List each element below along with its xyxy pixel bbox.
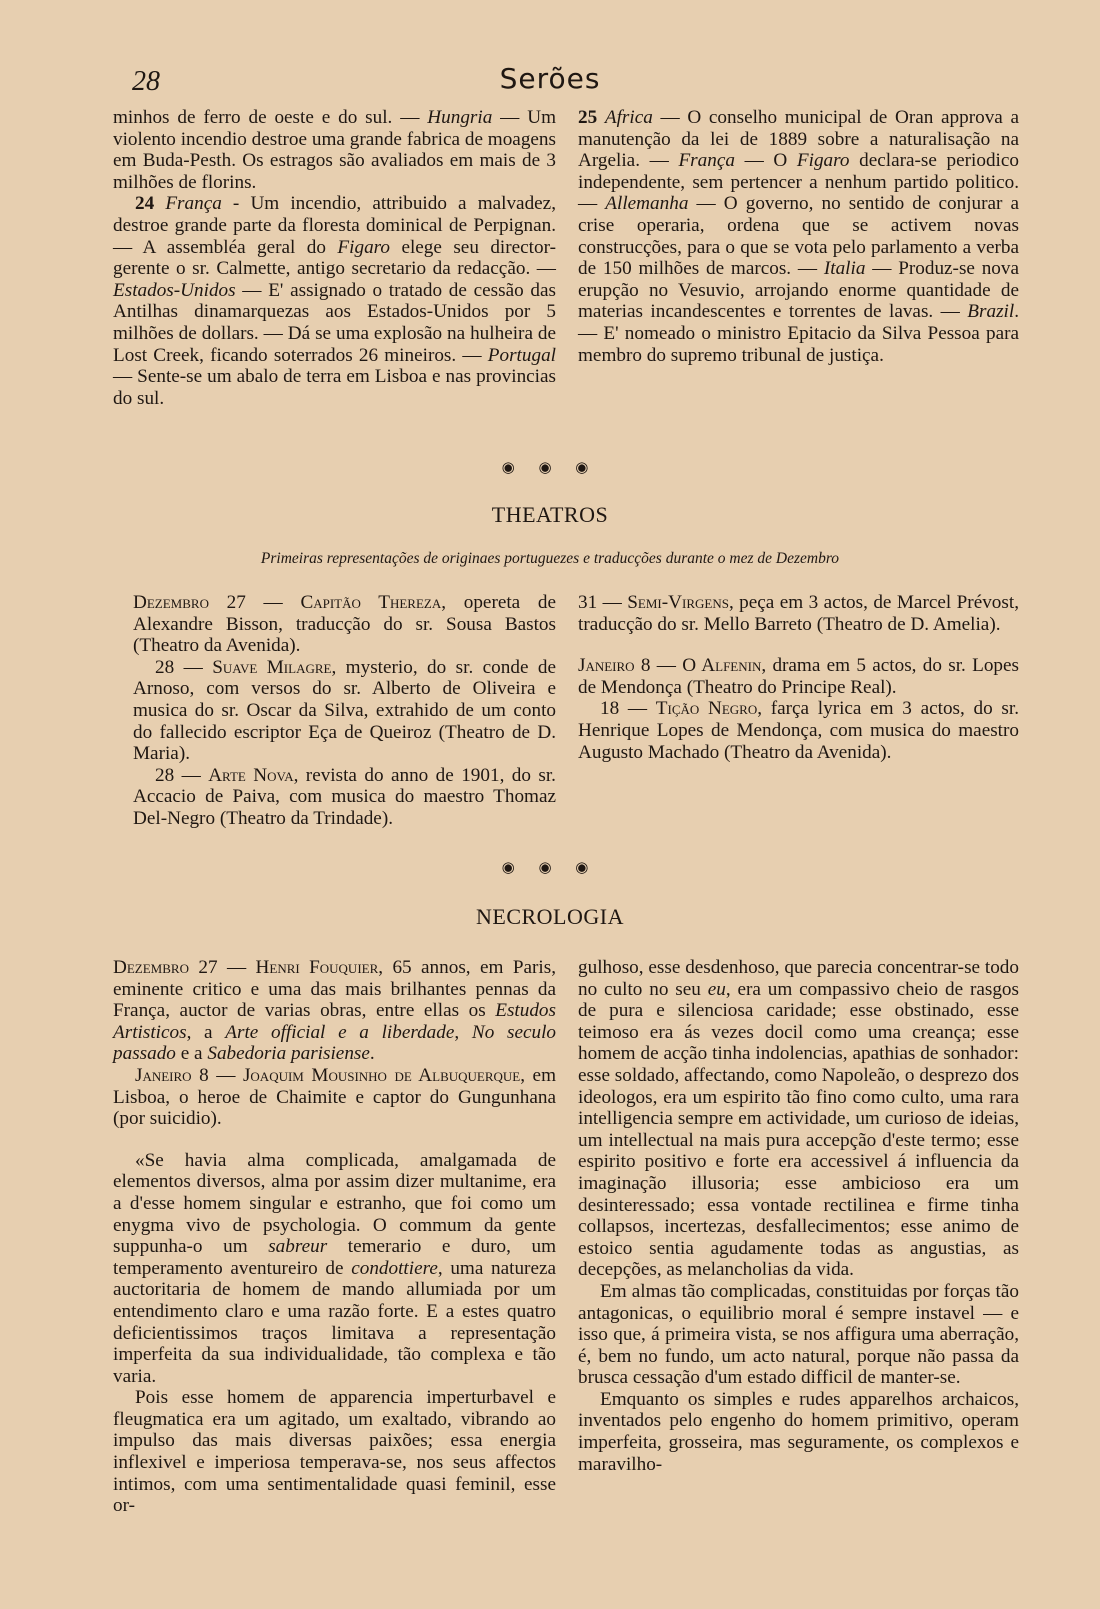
paragraph bbox=[578, 107, 1019, 366]
italic-text: sabreur bbox=[268, 1236, 328, 1258]
italic-text: França bbox=[165, 193, 222, 215]
italic-text: Brazil bbox=[967, 301, 1015, 323]
text-run: . bbox=[369, 1043, 375, 1065]
text-run: — Um violento incendio destroe uma grande fabrica de moagens em Buda-Pesth. Os estragos são avaliados em mais de 3 milhões de florins. bbox=[113, 107, 557, 193]
paragraph-gap bbox=[113, 1130, 556, 1150]
text-run: Em almas tão complicadas, constituidas por forças tão antagonicas, o equilibrio moral é sempre instavel — e isso que, á primeira vista, se nos affigura uma aberração, é, bem no fundo, um acto natural, porque não passa da brusca cessação d'um estado difficil de manter-se. bbox=[578, 1280, 1019, 1389]
italic-text: condottiere bbox=[351, 1257, 438, 1279]
text-run: , peça em 3 actos, de Marcel Prévost, traducção do sr. Mello Barreto (Theatro de D. Amelia). bbox=[578, 592, 1019, 635]
paragraph bbox=[113, 193, 556, 409]
necrologia-left-column bbox=[113, 957, 556, 1517]
italic-text: Africa bbox=[604, 107, 653, 128]
text-run: — O bbox=[734, 150, 797, 172]
text-run: 28 — bbox=[155, 656, 213, 678]
text-run: — Produz-se nova erupção no Vesuvio, arrojando enorme quantidade de materias incandescentes e torrentes de lavas. — bbox=[578, 258, 1020, 323]
text-run: , farça lyrica em 3 actos, do sr. Henrique Lopes de Mendonça, com musica do maestro Augusto Machado (Theatro da Avenida). bbox=[578, 698, 1019, 763]
italic-text: eu bbox=[707, 978, 726, 1000]
italic-text: França bbox=[678, 150, 735, 172]
text-run: — bbox=[217, 957, 256, 978]
paragraph bbox=[113, 1387, 556, 1517]
text-run: Emquanto os simples e rudes apparelhos archaicos, inventados pelo engenho do homem primitivo, operam imperfeita, grosseira, mas seguramente, os complexos e maravilho- bbox=[578, 1388, 1019, 1475]
text-run: 24 bbox=[135, 193, 166, 215]
paragraph bbox=[133, 657, 556, 765]
text-run: 25 bbox=[578, 107, 605, 128]
small-caps-text: Dezembro 27 bbox=[113, 957, 218, 978]
italic-text: Italia bbox=[823, 258, 866, 280]
paragraph bbox=[578, 592, 1019, 635]
text-run: , bbox=[454, 1021, 472, 1043]
paragraph bbox=[578, 655, 1019, 698]
text-run: declara-se periodico independente, sem pertencer a nenhum partido politico. — bbox=[578, 150, 1019, 215]
paragraph bbox=[133, 592, 556, 657]
italic-text: Figaro bbox=[796, 150, 850, 172]
text-run: — O conselho municipal de Oran approva a manutenção da lei de 1889 sobre a naturalisação na Argelia. — bbox=[578, 107, 1020, 172]
italic-text: Figaro bbox=[337, 236, 391, 258]
text-run: — bbox=[208, 1064, 243, 1086]
paragraph bbox=[113, 1150, 556, 1388]
paragraph bbox=[113, 957, 556, 1065]
small-caps-text: Joaquim Mousinho de Albuquerque bbox=[242, 1064, 521, 1086]
italic-text: Estudos Artisticos bbox=[113, 1000, 556, 1043]
paragraph bbox=[578, 1389, 1019, 1475]
text-run: — bbox=[245, 592, 301, 613]
ornament-divider: ◉ ◉ ◉ bbox=[501, 460, 599, 476]
text-run: — bbox=[650, 655, 683, 677]
theatros-heading: THEATROS bbox=[491, 502, 609, 527]
paragraph bbox=[578, 1281, 1019, 1389]
text-run: , opereta de Alexandre Bisson, traducção do sr. Sousa Bastos (Theatro da Avenida). bbox=[133, 592, 557, 657]
small-caps-text: Janeiro 8 bbox=[578, 655, 651, 677]
text-run: - Um incendio, attribuido a malvadez, destroe grande parte da floresta dominical de Perpignan. — A assembléa geral do bbox=[113, 193, 556, 258]
text-run: , uma natureza auctoritaria de homem de mando allumiada por um entendimento claro e uma razão forte. E a estes quatro deficientissimos traços limitava a representação imperfeita da sua individualidade, tão complexa e tão varia. bbox=[113, 1257, 556, 1387]
small-caps-text: Dezembro 27 bbox=[133, 592, 246, 613]
paragraph-gap bbox=[578, 635, 1019, 655]
news-left-column bbox=[113, 107, 556, 409]
small-caps-text: Henri Fouquier bbox=[255, 957, 379, 978]
text-run: , era um compassivo cheio de rasgos de pura e silenciosa caridade; esse obstinado, esse teimoso era ás vezes docil como uma creança; esse homem de acção tinha indolencias, apathias de sonhador: esse soldado, affectando, como Napoleão, o desprezo dos ideologos, era um espirito tão fino como culto, uma rara intelligencia sempre em actividade, um curioso de ideias, um intellectual na mais pura accepção d'este termo; esse espirito positivo e forte era accessivel á influencia da imaginação illusoria; esse ambicioso era um desinteressado; essa vontade rectilinea e firme tinha collapsos, incertezas, desfallecimentos; esse animo de estoico sentia agudamente todas as angustias, as decepções, as melancholias da vida. bbox=[578, 978, 1019, 1281]
text-run: , a bbox=[186, 1021, 226, 1043]
italic-text: No seculo passado bbox=[113, 1021, 556, 1065]
text-run: , drama em 5 actos, do sr. Lopes de Mendonça (Theatro do Principe Real). bbox=[578, 655, 1019, 698]
text-run: , mysterio, do sr. conde de Arnoso, com versos do sr. Alberto de Oliveira e musica do sr. Oscar da Silva, extrahido de um conto do fallecido escriptor Eça de Queiroz (Theatro de D. Maria). bbox=[133, 656, 557, 765]
paragraph bbox=[578, 698, 1019, 763]
text-run: 28 — bbox=[155, 764, 209, 786]
ornament-divider: ◉ ◉ ◉ bbox=[501, 860, 599, 876]
italic-text: Sabedoria parisiense bbox=[207, 1043, 370, 1065]
text-run: gulhoso, esse desdenhoso, que parecia concentrar-se todo no culto no seu bbox=[578, 957, 1019, 1000]
paragraph bbox=[133, 765, 556, 830]
text-run: — E' assignado o tratado de cessão das Antilhas dinamarquezas aos Estados-Unidos por 5 milhões de dollars. — Dá se uma explosão na hulheira de Lost Creek, ficando soterrados 26 mineiros. — bbox=[113, 279, 556, 366]
paragraph bbox=[578, 957, 1019, 1281]
text-run: — O governo, no sentido de conjurar a crise operaria, ordena que se activem novas construcções, para o que se vota pelo parlamento a verba de 150 milhões de marcos. — bbox=[578, 193, 1019, 280]
italic-text: Portugal bbox=[487, 344, 556, 366]
news-right-column bbox=[578, 107, 1019, 366]
text-run: , 65 annos, em Paris, eminente critico e uma das mais brilhantes pennas da França, auctor de varias obras, entre ellas os bbox=[113, 957, 556, 1022]
small-caps-text: Janeiro 8 bbox=[135, 1064, 209, 1086]
text-run: e a bbox=[175, 1043, 208, 1065]
page-number: 28 bbox=[132, 66, 160, 97]
small-caps-text: Tição Negro bbox=[655, 698, 758, 720]
text-run: «Se havia alma complicada, amalgamada de elementos diversos, alma por assim dizer multanime, era a d'esse homem singular e estranho, que foi como um enygma vivo de psychologia. O commum da gente suppunha-o um bbox=[113, 1149, 556, 1258]
text-run: elege seu director-gerente o sr. Calmette, antigo secretario da redacção. — bbox=[113, 236, 556, 280]
text-run: . — E' nomeado o ministro Epitacio da Silva Pessoa para membro do supremo tribunal de justiça. bbox=[578, 301, 1019, 366]
page-header bbox=[0, 62, 1100, 102]
text-run: 31 — bbox=[578, 592, 628, 613]
text-run: temerario e duro, um temperamento aventureiro de bbox=[113, 1236, 556, 1279]
necrologia-right-column bbox=[578, 957, 1019, 1475]
text-run: , revista do anno de 1901, do sr. Accacio de Paiva, com musica do maestro Thomaz Del-Negro (Theatro da Trindade). bbox=[133, 764, 556, 829]
theatros-right-column bbox=[578, 592, 1019, 763]
theatros-subtitle: Primeiras representações de originaes portuguezes e traducções durante o mez de Dezembro bbox=[260, 550, 840, 567]
text-run: — Sente-se um abalo de terra em Lisboa e nas provincias do sul. bbox=[113, 366, 556, 409]
italic-text: Arte official e a liberdade bbox=[225, 1021, 455, 1043]
italic-text: Allemanha bbox=[605, 193, 689, 215]
small-caps-text: Arte Nova bbox=[208, 764, 294, 786]
italic-text: Hungria bbox=[427, 107, 493, 128]
theatros-left-column bbox=[133, 592, 556, 830]
text-run: minhos de ferro de oeste e do sul. — bbox=[113, 107, 428, 128]
small-caps-text: Semi-Virgens bbox=[627, 592, 729, 613]
italic-text: Estados-Unidos bbox=[113, 279, 236, 301]
necrologia-heading: NECROLOGIA bbox=[476, 904, 624, 929]
text-run: , em Lisboa, o heroe de Chaimite e captor do Gungunhana (por suicidio). bbox=[113, 1064, 556, 1130]
small-caps-text: Capitão Thereza bbox=[300, 592, 442, 613]
paragraph bbox=[113, 107, 556, 193]
small-caps-text: Suave Milagre bbox=[212, 656, 332, 678]
paragraph bbox=[113, 1065, 556, 1130]
small-caps-text: O Alfenin bbox=[682, 655, 762, 677]
text-run: 18 — bbox=[600, 698, 656, 720]
running-title: Serões bbox=[499, 62, 601, 95]
text-run: Pois esse homem de apparencia imperturbavel e fleugmatica era um agitado, um exaltado, vibrando ao impulso das mais diversas paixões; essa energia inflexivel e imperiosa temperava-se, nos seus affectos intimos, com uma sentimentalidade quasi feminil, esse or- bbox=[113, 1387, 556, 1517]
